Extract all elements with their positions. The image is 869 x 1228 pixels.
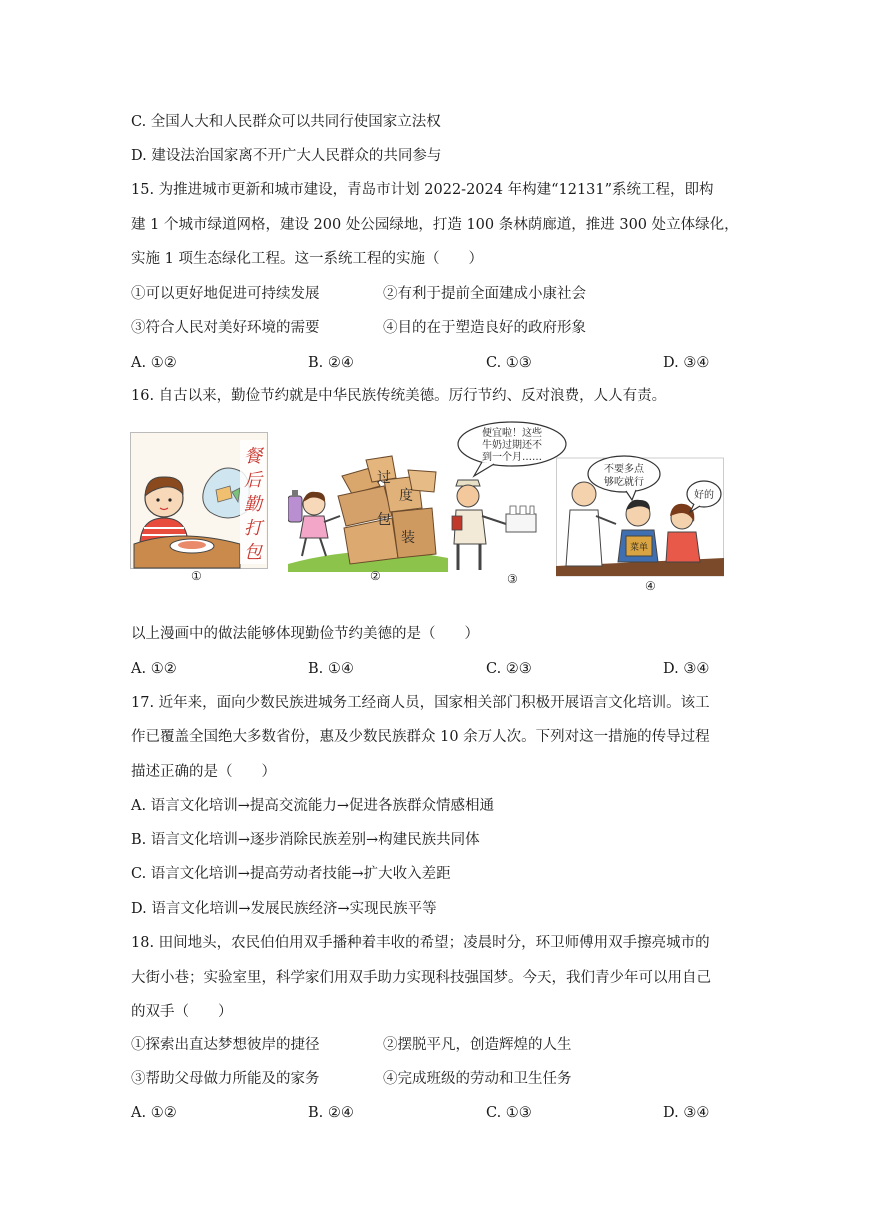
q14-option-c: C. 全国人大和人民群众可以共同行使国家立法权 — [131, 114, 441, 130]
panel2-box-char: 过 — [377, 470, 391, 486]
panel2-box-char: 包 — [377, 512, 391, 528]
q15-choice-a: A. ①② — [131, 355, 177, 371]
panel2-box-char: 装 — [401, 530, 415, 546]
q18-item-3: ③帮助父母做力所能及的家务 — [131, 1071, 320, 1087]
panel1-sign-char: 包 — [244, 542, 262, 563]
panel-2-label: ② — [370, 569, 381, 583]
q18-choice-b: B. ②④ — [308, 1105, 354, 1121]
panel4-bubble-line: 不要多点 — [604, 464, 644, 475]
comic-panel-1 — [130, 432, 268, 570]
comic-panel-4 — [556, 454, 724, 578]
q18-item-4: ④完成班级的劳动和卫生任务 — [383, 1071, 572, 1087]
q16-question: 以上漫画中的做法能够体现勤俭节约美德的是（ ） — [131, 626, 479, 642]
q16-choice-c: C. ②③ — [486, 661, 532, 677]
q16-choice-d: D. ③④ — [663, 661, 710, 677]
q16-stem: 16. 自古以来，勤俭节约就是中华民族传统美德。厉行节约、反对浪费，人人有责。 — [131, 388, 667, 404]
q15-stem-line-1: 15. 为推进城市更新和城市建设，青岛市计划 2022-2024 年构建“12131”系统工程，即构 — [131, 182, 714, 198]
q18-stem-line-2: 大街小巷；实验室里，科学家们用双手助力实现科技强国梦。今天，我们青少年可以用自己 — [131, 970, 711, 986]
panel3-bubble-line: 到一个月…… — [482, 452, 542, 463]
q17-stem-line-2: 作已覆盖全国绝大多数省份，惠及少数民族群众 10 余万人次。下列对这一措施的传导过程 — [131, 729, 710, 745]
panel2-box-char: 度 — [399, 488, 413, 504]
q18-choice-c: C. ①③ — [486, 1105, 532, 1121]
q15-choice-c: C. ①③ — [486, 355, 532, 371]
q18-stem-line-1: 18. 田间地头，农民伯伯用双手播种着丰收的希望；凌晨时分，环卫师傅用双手擦亮城市的 — [131, 935, 710, 951]
q17-option-c: C. 语言文化培训→提高劳动者技能→扩大收入差距 — [131, 866, 451, 882]
q18-item-1: ①探索出直达梦想彼岸的捷径 — [131, 1037, 320, 1053]
q15-stem-line-2: 建 1 个城市绿道网格，建设 200 处公园绿地，打造 100 条林荫廊道，推进 300 处立体绿化， — [131, 217, 739, 233]
q17-stem-line-3: 描述正确的是（ ） — [131, 764, 276, 780]
q17-option-a: A. 语言文化培训→提高交流能力→促进各族群众情感相通 — [131, 798, 494, 814]
comic-panel-2 — [288, 446, 448, 572]
panel4-bubble-line: 够吃就行 — [604, 477, 644, 488]
q15-item-2: ②有利于提前全面建成小康社会 — [383, 286, 586, 302]
q17-option-d: D. 语言文化培训→发展民族经济→实现民族平等 — [131, 901, 437, 917]
panel1-sign-char: 餐 — [244, 446, 262, 467]
q15-item-3: ③符合人民对美好环境的需要 — [131, 320, 320, 336]
q18-item-2: ②摆脱平凡，创造辉煌的人生 — [383, 1037, 572, 1053]
q15-choice-b: B. ②④ — [308, 355, 354, 371]
q17-stem-line-1: 17. 近年来，面向少数民族进城务工经商人员，国家相关部门积极开展语言文化培训。该工 — [131, 695, 710, 711]
panel4-menu-label: 菜单 — [629, 543, 649, 553]
q18-choice-a: A. ①② — [131, 1105, 177, 1121]
q15-stem-line-3: 实施 1 项生态绿化工程。这一系统工程的实施（ ） — [131, 251, 483, 267]
q16-choice-b: B. ①④ — [308, 661, 354, 677]
q18-stem-line-3: 的双手（ ） — [131, 1004, 233, 1020]
panel1-sign-char: 后 — [244, 470, 262, 491]
q15-choice-d: D. ③④ — [663, 355, 710, 371]
panel-4-label: ④ — [645, 579, 656, 593]
panel1-sign-char: 勤 — [244, 494, 262, 515]
q15-item-4: ④目的在于塑造良好的政府形象 — [383, 320, 586, 336]
panel-1-label: ① — [191, 569, 202, 583]
comic-panel-3 — [448, 420, 568, 572]
panel3-bubble-line: 牛奶过期还不 — [482, 440, 542, 451]
q17-option-b: B. 语言文化培训→逐步消除民族差别→构建民族共同体 — [131, 832, 480, 848]
panel-3-label: ③ — [507, 572, 518, 586]
q15-item-1: ①可以更好地促进可持续发展 — [131, 286, 320, 302]
panel1-sign-char: 打 — [244, 518, 262, 539]
panel4-bubble-reply: 好的 — [694, 490, 714, 501]
q16-choice-a: A. ①② — [131, 661, 177, 677]
q14-option-d: D. 建设法治国家离不开广大人民群众的共同参与 — [131, 148, 442, 164]
panel3-bubble-line: 便宜啦！这些 — [482, 428, 542, 439]
q18-choice-d: D. ③④ — [663, 1105, 710, 1121]
